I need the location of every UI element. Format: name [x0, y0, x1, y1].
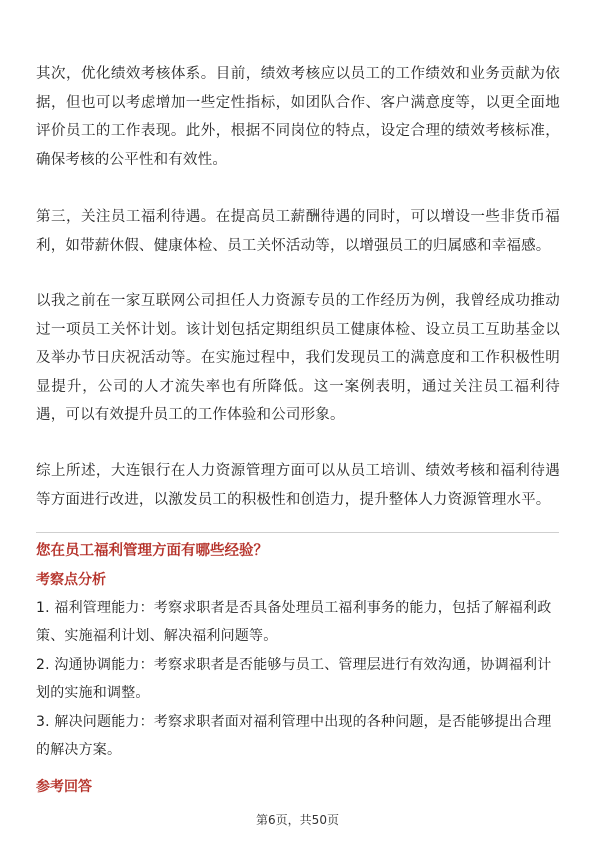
analysis-point: 1. 福利管理能力：考察求职者是否具备处理员工福利事务的能力，包括了解福利政策、实施福利计划、解决福利问题等。 — [36, 600, 552, 644]
analysis-point: 2. 沟通协调能力：考察求职者是否能够与员工、管理层进行有效沟通，协调福利计划的实施和调整。 — [36, 657, 552, 701]
question-title: 您在员工福利管理方面有哪些经验？ — [36, 543, 268, 559]
page-number: 第6页，共50页 — [256, 813, 339, 827]
paragraph-case-example: 以我之前在一家互联网公司担任人力资源专员的工作经历为例，我曾经成功推动过一项员工关怀计划。该计划包括定期组织员工健康体检、设立员工互助基金以及举办节日庆祝活动等。在实施过程中，我们发现员工的满意度和工作积极性明显提升，公司的人才流失率也有所降低。这一案例表明，通过关注员工福利待遇，可以有效提升员工的工作体验和公司形象。 — [36, 293, 560, 423]
analysis-heading: 考察点分析 — [36, 572, 106, 588]
paragraph-performance: 其次，优化绩效考核体系。目前，绩效考核应以员工的工作绩效和业务贡献为依据，但也可以考虑增加一些定性指标，如团队合作、客户满意度等，以更全面地评价员工的工作表现。此外，根据不同岗位的特点，设定合理的绩效考核标准，确保考核的公平性和有效性。 — [36, 66, 560, 168]
answer-heading: 参考回答 — [36, 779, 92, 795]
paragraph-welfare: 第三，关注员工福利待遇。在提高员工薪酬待遇的同时，可以增设一些非货币福利，如带薪休假、健康体检、员工关怀活动等，以增强员工的归属感和幸福感。 — [36, 209, 560, 254]
section-divider — [36, 532, 559, 533]
paragraph-summary: 综上所述，大连银行在人力资源管理方面可以从员工培训、绩效考核和福利待遇等方面进行改进，以激发员工的积极性和创造力，提升整体人力资源管理水平。 — [36, 463, 560, 508]
analysis-point: 3. 解决问题能力：考察求职者面对福利管理中出现的各种问题，是否能够提出合理的解决方案。 — [36, 714, 552, 758]
